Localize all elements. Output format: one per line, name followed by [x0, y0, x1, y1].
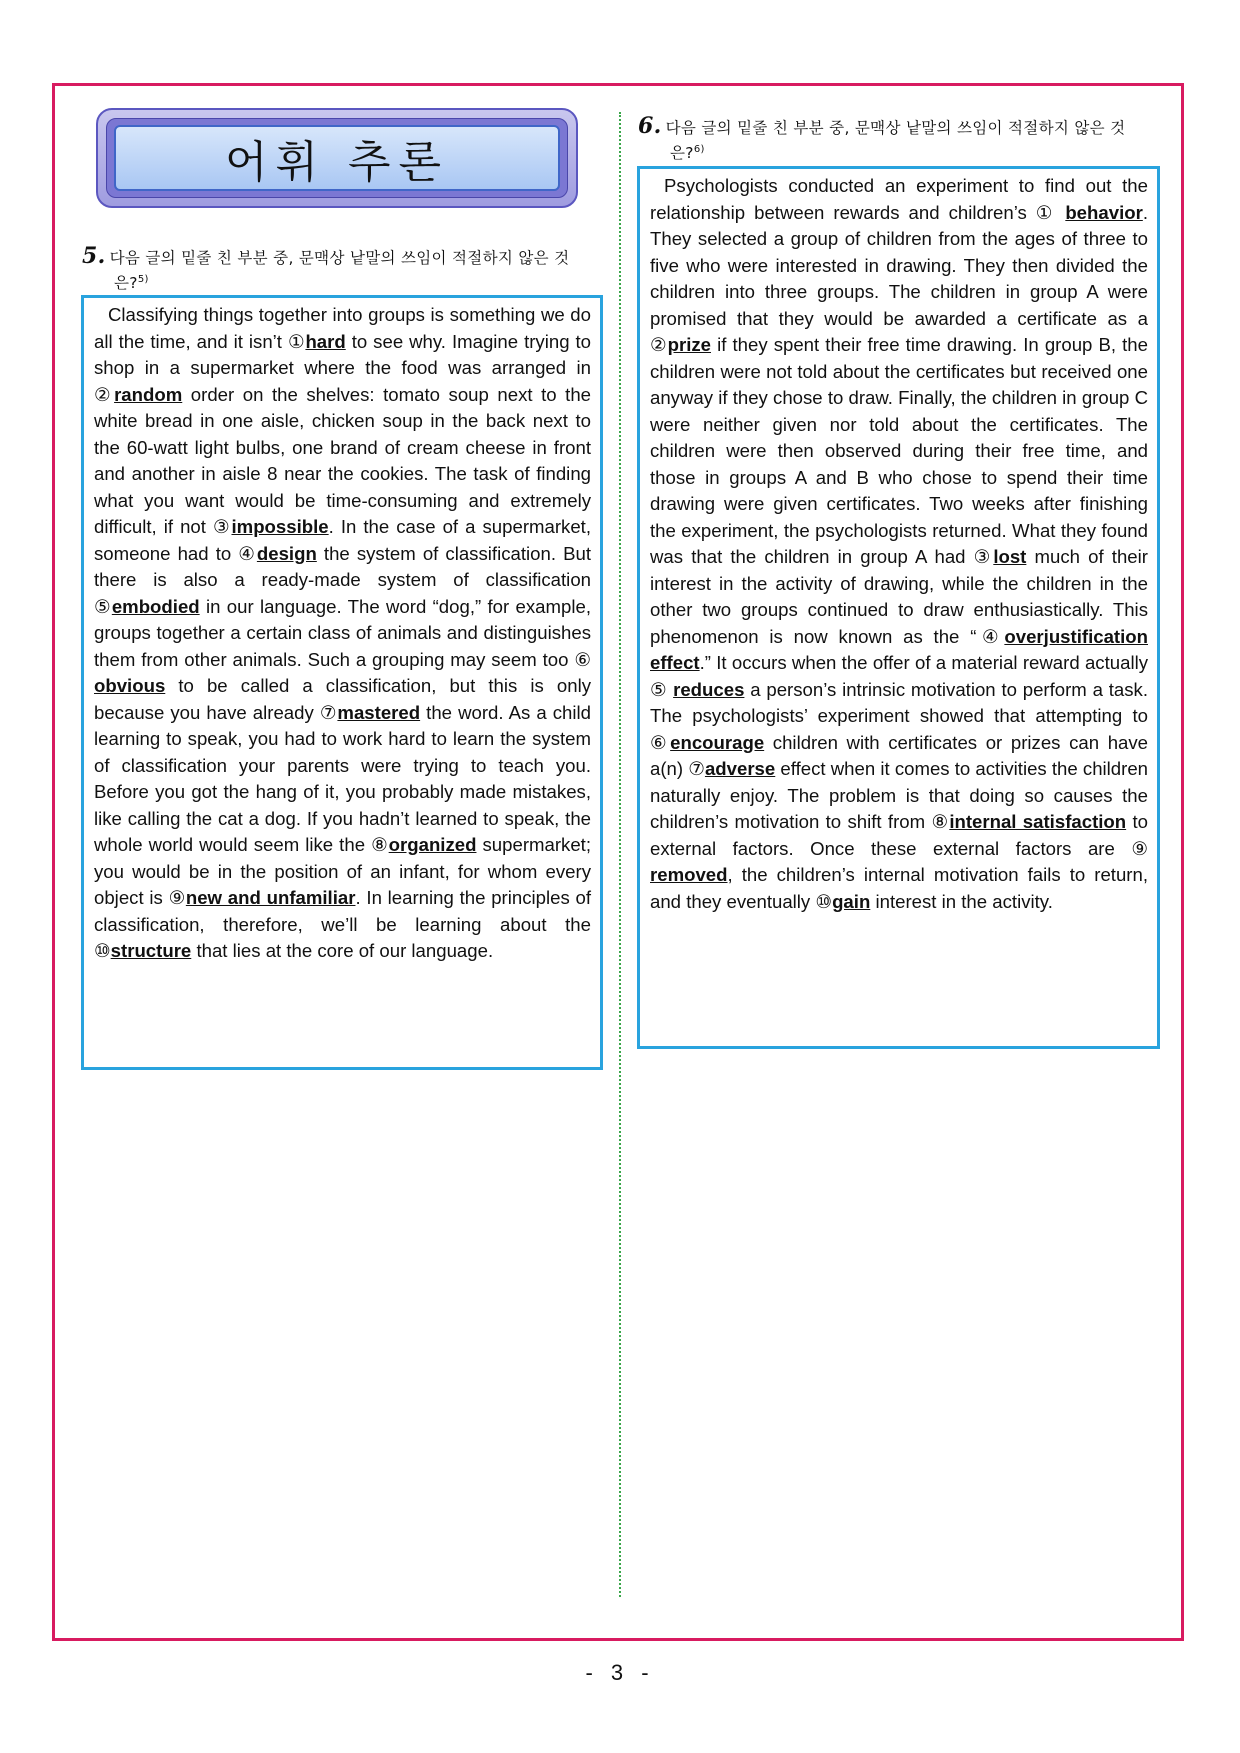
footnote-ref: 5) [137, 274, 149, 285]
column-divider [619, 112, 621, 1597]
passage-text: to be called a classification, but this is only because you have already [94, 675, 591, 723]
passage-text: . They selected a group of children from the ages of three to five who were interested in drawing. They then divided the children into three groups. The children in group A were promised that they would be awarded a certificate as a [650, 201, 1148, 329]
choice-marker: ② [650, 334, 668, 355]
underlined-choice: mastered [337, 701, 421, 723]
question-number: 6. [638, 113, 662, 139]
passage-text: children with certificates or prizes can have a(n) [650, 731, 1149, 779]
passage-text: effect when it comes to activities the children naturally enjoy. The problem is that doing so causes the children’s motivation to shift from [650, 758, 1149, 832]
passage-text: if they spent their free time drawing. In group B, the children were not told about the certificates but received one anyway if they chose to draw. Finally, the children in group C were neither given nor told about the certificates. The children were then observed during their free time, and those in groups A and B who chose to spend their time drawing were given certificates. Two weeks after finishing the experiment, the psychologists returned. What they found was that the children in group A had [650, 334, 1148, 567]
underlined-choice: behavior [1065, 201, 1143, 223]
passage-text: that lies at the core of our language. [191, 940, 494, 961]
passage-box-5 [81, 295, 603, 1070]
choice-marker: ⑧ [371, 834, 389, 855]
passage-text: much of their interest in the activity of drawing, while the children in the other two groups continued to draw enthusiastically. This phenomenon is now known as the “ [650, 546, 1148, 647]
choice-marker: ⑨ [1131, 837, 1148, 859]
underlined-choice: obvious [94, 675, 166, 696]
passage-text: Classifying things together into groups is something we do all the time, and it isn’t [94, 304, 591, 352]
question-text: 다음 글의 밑줄 친 부분 중, 문맥상 낱말의 쓰임이 적절하지 않은 것 [109, 249, 570, 267]
passage-text: in our language. The word “dog,” for example, groups together a certain class of animals and distinguishes them from other animals. Such a grouping may seem too [94, 595, 591, 670]
underlined-choice: new and unfamiliar [185, 887, 356, 908]
question-number: 5. [82, 243, 106, 269]
section-title-banner [96, 108, 578, 208]
choice-marker: ⑦ [688, 758, 705, 779]
choice-marker: ① [1035, 201, 1066, 223]
question-text: 다음 글의 밑줄 친 부분 중, 문맥상 낱말의 쓰임이 적절하지 않은 것 [665, 119, 1126, 137]
underlined-choice: lost [993, 546, 1027, 567]
underlined-choice: internal satisfaction [949, 811, 1127, 832]
passage-box-6 [637, 166, 1160, 1049]
passage-text: to external factors. Once these external factors are [650, 811, 1148, 859]
choice-marker: ④ [976, 625, 1005, 647]
question-text-cont: 은? [670, 144, 694, 163]
passage-text: interest in the activity. [870, 890, 1053, 912]
passage-text: a person’s intrinsic motivation to perform a task. The psychologists’ experiment showed that attempting to [650, 678, 1148, 726]
choice-marker: ⑤ [94, 595, 112, 617]
underlined-choice: reduces [673, 678, 745, 700]
question-5-heading [82, 243, 602, 294]
choice-marker: ⑤ [650, 678, 674, 700]
passage-text: , the children’s internal motivation fails to return, and they eventually [650, 864, 1148, 912]
underlined-choice: hard [305, 330, 346, 352]
banner-inner [114, 125, 560, 191]
section-title: 어휘 추론 [224, 137, 449, 188]
passage-text: . In learning the principles of classification, therefore, we’ll be learning about the [94, 887, 592, 935]
underlined-choice: impossible [231, 516, 329, 537]
underlined-choice: organized [388, 834, 477, 855]
question-6-heading [638, 113, 1163, 164]
passage-text: supermarket; you would be in the position of an infant, for whom every object is [94, 834, 592, 908]
underlined-choice: overjustification effect [650, 625, 1148, 673]
choice-marker: ⑧ [931, 811, 950, 832]
choice-marker: ⑥ [574, 648, 591, 670]
choice-marker: ⑩ [815, 890, 833, 912]
passage-text: .” It occurs when the offer of a material reward actually [699, 652, 1148, 673]
page-number: - 3 - [585, 1660, 655, 1685]
choice-marker: ④ [238, 542, 257, 564]
passage-text: the system of classification. But there is also a ready-made system of classification [94, 542, 591, 590]
choice-marker: ⑦ [319, 701, 338, 723]
underlined-choice: embodied [111, 595, 200, 617]
choice-marker: ① [287, 330, 306, 352]
banner-frame [106, 118, 568, 198]
passage-text: . In the case of a supermarket, someone had to [94, 516, 591, 564]
passage-text: the word. As a child learning to speak, you had to work hard to learn the system of classification your parents were trying to teach you. Before you got the hang of it, you probably made mistakes, like calling the cat a dog. If you hadn’t learned to speak, the whole world would seem like the [94, 701, 592, 855]
underlined-choice: encourage [670, 731, 765, 753]
underlined-choice: adverse [704, 758, 776, 779]
choice-marker: ③ [212, 516, 232, 537]
footnote-ref: 6) [693, 144, 705, 155]
underlined-choice: structure [110, 940, 192, 961]
underlined-choice: random [114, 383, 183, 405]
passage-text: Psychologists conducted an experiment to find out the relationship between rewards and children’s [650, 175, 1148, 223]
choice-marker: ⑨ [168, 887, 186, 908]
passage-text: order on the shelves: tomato soup next to the white bread in one aisle, chicken soup in the back next to the 60-watt light bulbs, one brand of cream cheese in front and another in aisle 8 near the cookies. The task of finding what you want would be time-consuming and extremely difficult, if not [94, 383, 591, 537]
choice-marker: ⑩ [94, 940, 111, 961]
underlined-choice: prize [667, 334, 711, 355]
underlined-choice: design [256, 542, 317, 564]
passage-text: to see why. Imagine trying to shop in a supermarket where the food was arranged in [94, 330, 592, 378]
underlined-choice: gain [832, 890, 871, 912]
question-text-cont: 은? [114, 274, 138, 293]
choice-marker: ⑥ [650, 731, 671, 753]
underlined-choice: removed [650, 864, 728, 885]
choice-marker: ③ [973, 546, 994, 567]
choice-marker: ② [94, 383, 115, 405]
